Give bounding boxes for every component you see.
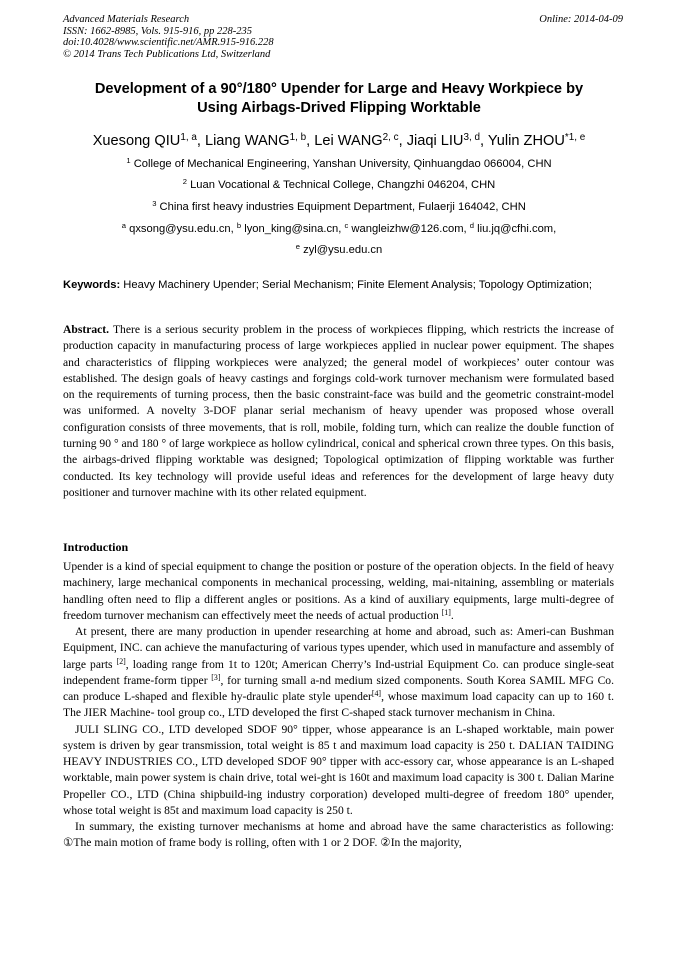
paragraph-2 <box>63 624 614 722</box>
citation-ref: [4] <box>371 689 382 699</box>
author-list <box>30 131 648 151</box>
keywords-block <box>63 278 614 292</box>
author-affiliation-mark: *1, e <box>564 132 586 144</box>
paragraph-4: In summary, the existing turnover mechanisms at home and abroad have the same characteristics as following: ①The main motion of frame body is rolling, often with 1 or 2 DOF. ②In the majority, <box>63 820 614 850</box>
author-name: Jiaqi LIU <box>406 133 464 149</box>
paragraph-text: . <box>450 608 454 622</box>
email-c: wangleizhw@126.com, <box>351 223 470 235</box>
title-line-2: Using Airbags-Drived Flipping Worktable <box>197 100 481 116</box>
introduction-body <box>63 559 614 852</box>
email-a: qxsong@ysu.edu.cn, <box>129 223 237 235</box>
affiliation-text: Luan Vocational & Technical College, Changzhi 046204, CHN <box>190 179 496 191</box>
email-e: zyl@ysu.edu.cn <box>303 244 383 256</box>
paragraph-text: At present, there are many production in upender researching at home and abroad, such as: Ameri-can Bushman Equipment, INC. can achieve the manufacturing of various types upender, which used in manufacture and assembly of large parts <box>63 625 614 671</box>
abstract-block <box>63 322 614 501</box>
keywords-text: Heavy Machinery Upender; Serial Mechanism; Finite Element Analysis; Topology Optimization; <box>120 279 592 291</box>
author-name: Yulin ZHOU <box>487 133 565 149</box>
author-name: Xuesong QIU <box>92 133 181 149</box>
author-affiliation-mark: 1, b <box>289 132 307 144</box>
email-mark: c <box>344 221 349 231</box>
affiliation-text: China first heavy industries Equipment Department, Fulaerji 164042, CHN <box>159 201 526 213</box>
journal-name: Advanced Materials Research <box>63 14 190 25</box>
paragraph-3: JULI SLING CO., LTD developed SDOF 90° tipper, whose appearance is an L-shaped worktable, main power system is driven by gear transmission, total weight is 85 t and maximum load capacity is 250 t. DALIAN TAIDING HEAVY INDUSTRIES CO., LTD developed SDOF 90° tipper with acc-essory car, whose appearance is an L-shaped worktable, main power system is chain drive, total wei-ght is 160t and maximum load capacity is 300 t. Dalian Marine Propeller CO., LTD (China shipbuild-ing industry corporation) developed multi-degree of freedom 180° upender, whose total weight is 85t and maximum load capacity is 250 t. <box>63 722 614 817</box>
author-affiliation-mark: 2, c <box>382 132 399 144</box>
citation-ref: [1] <box>441 607 451 617</box>
author-separator: , <box>480 133 488 149</box>
paragraph-text: , loading range from 1t to 120t; American Cherry’s Ind-ustrial Equipment Co. can produce single-seat independent frame-form tipper <box>63 657 614 687</box>
affiliation-text: College of Mechanical Engineering, Yanshan University, Qinhuangdao 066004, CHN <box>133 158 552 170</box>
affiliation-mark: 3 <box>152 199 157 209</box>
author-affiliation-mark: 1, a <box>180 132 197 144</box>
author-separator: , <box>196 133 205 149</box>
paragraph-text: Upender is a kind of special equipment to change the position or posture of the operation objects. In the field of heavy machinery, large mechanical components in mechanical processing, welding, mai-nitaining, assembling or materials handling often need to flip a different angles or positions. As a kind of auxiliary equipments, large multi-degree of freedom turnover mechanism can effectively meet the needs of actual production <box>63 560 614 622</box>
section-heading-introduction: Introduction <box>63 540 129 554</box>
citation-ref: [3] <box>211 672 221 682</box>
issn-line: ISSN: 1662-8985, Vols. 915-916, pp 228-235 <box>63 25 252 37</box>
email-mark: e <box>295 242 300 252</box>
email-mark: b <box>236 221 242 231</box>
paragraph-1 <box>63 559 614 624</box>
email-mark: a <box>121 221 126 231</box>
citation-ref: [2] <box>116 656 126 666</box>
email-d: liu.jq@cfhi.com, <box>477 223 557 235</box>
affiliation-mark: 1 <box>126 156 131 166</box>
affiliation-3 <box>30 200 648 214</box>
keywords-label: Keywords: <box>63 279 121 291</box>
journal-header <box>63 14 623 60</box>
affiliation-1 <box>30 157 648 171</box>
author-name: Liang WANG <box>204 133 290 149</box>
paper-title <box>40 80 638 118</box>
paragraph-text: , for turning small a-nd medium sized components. South Korea SAMIL MFG Co. can produce L-shaped and flexible hy-draulic plate style upender <box>63 673 615 703</box>
paragraph-text: , whose maximum load capacity can up to 160 t. The JIER Machine- tool group co., LTD developed the first C-shaped stack turnover mechanism in China. <box>63 690 614 720</box>
abstract-text: There is a serious security problem in the process of workpieces flipping, which restricts the increase of production capacity in manufacturing process of large workpieces applied in nuclear power equipment. The shapes and characteristics of flipping workpieces were analyzed; the general model of workpieces’ outer contour was established. The design goals of heavy castings and forgings cold-work turnover mechanism were formulated based on the requirements of turning process, then the basic constraint-face was build and the geometric constraint-model was uniformed. A novelty 3-DOF planar serial mechanism of heavy upender was proposed whose overall configuration consists of three movements, that is roll, mobile, folding turn, which can realize the double function of turning 90 ° and 180 ° of large workpiece as hollow cylindrical, conical and spherical crown three types. On this basis, the airbags-drived flipping worktable was designed; Topological optimization of flipping worktable was further conducted. Its key technology will provide useful ideas and references for the development of large heavy duty positioner and turnover machine with its other related equipment. <box>63 323 614 499</box>
copyright-line: © 2014 Trans Tech Publications Ltd, Switzerland <box>63 48 271 60</box>
online-date: Online: 2014-04-09 <box>539 14 623 25</box>
affiliation-2 <box>30 178 648 192</box>
author-separator: , <box>398 133 407 149</box>
email-line-1 <box>30 222 648 236</box>
email-mark: d <box>469 221 474 231</box>
title-line-1: Development of a 90°/180° Upender for Large and Heavy Workpiece by <box>94 81 584 97</box>
author-affiliation-mark: 3, d <box>463 132 480 144</box>
author-separator: , <box>306 133 315 149</box>
affiliation-mark: 2 <box>182 177 187 187</box>
author-name: Lei WANG <box>314 133 383 149</box>
email-line-2 <box>30 243 648 257</box>
abstract-label: Abstract. <box>63 323 110 336</box>
doi-line: doi:10.4028/www.scientific.net/AMR.915-916.228 <box>63 37 274 48</box>
email-b: lyon_king@sina.cn, <box>244 223 345 235</box>
